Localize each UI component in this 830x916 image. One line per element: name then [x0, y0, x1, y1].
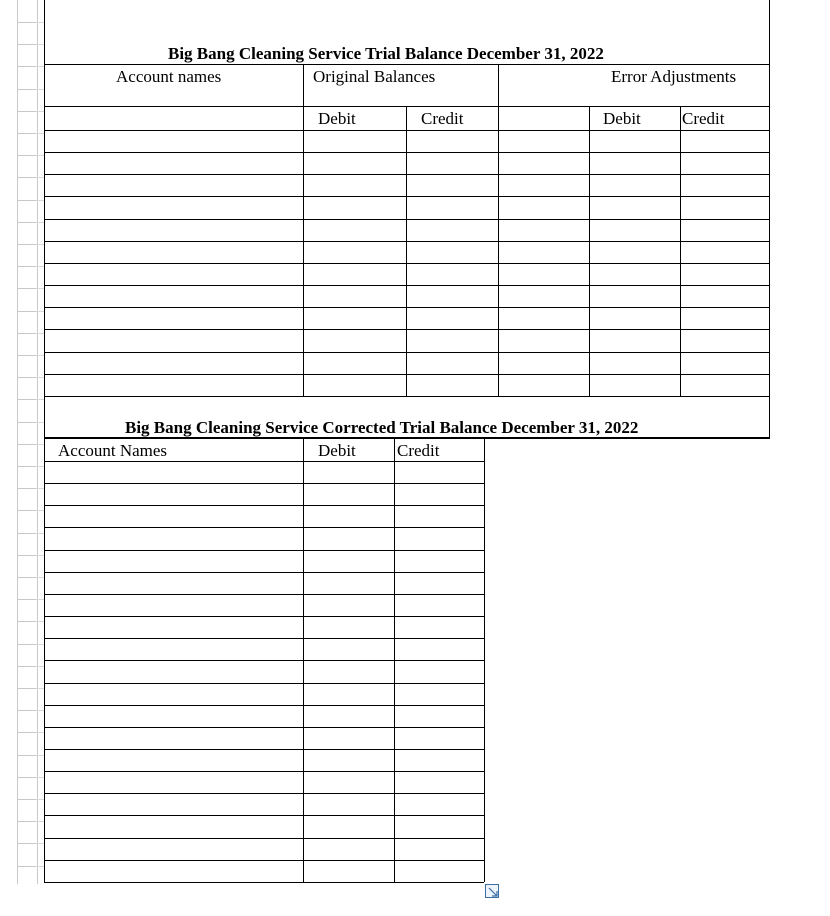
- row-header-tick: [17, 288, 36, 289]
- row-header-tick: [17, 266, 36, 267]
- row-header-tick-ext: [36, 555, 44, 556]
- row-header-tick-ext: [36, 288, 44, 289]
- table1-row-line: [44, 285, 770, 286]
- row-header-tick-ext: [36, 444, 44, 445]
- table1-row-line: [44, 152, 770, 153]
- table1-sub-debit-1: Debit: [318, 109, 356, 128]
- table1-row-line: [44, 374, 770, 375]
- row-header-tick: [17, 422, 36, 423]
- row-header-tick-ext: [36, 333, 44, 334]
- row-header-tick: [17, 843, 36, 844]
- table2-row-line: [44, 483, 484, 484]
- table1-row-line: [44, 174, 770, 175]
- row-header-tick: [17, 621, 36, 622]
- row-header-tick-ext: [36, 399, 44, 400]
- table1-sub-credit-1: Credit: [421, 109, 464, 128]
- table1-row-line: [44, 130, 770, 131]
- row-header-tick: [17, 444, 36, 445]
- row-header-tick: [17, 688, 36, 689]
- row-header-tick: [17, 377, 36, 378]
- row-header-tick-ext: [36, 244, 44, 245]
- row-header-tick: [17, 355, 36, 356]
- row-header-tick-ext: [36, 510, 44, 511]
- table1-row-line: [44, 329, 770, 330]
- table2-row-line: [44, 616, 484, 617]
- table1-header-top-line: [44, 64, 770, 65]
- row-header-tick-ext: [36, 311, 44, 312]
- table2-row-line: [44, 771, 484, 772]
- row-header-tick: [17, 533, 36, 534]
- table1-row-line: [44, 263, 770, 264]
- row-header-tick: [17, 644, 36, 645]
- row-header-tick: [17, 666, 36, 667]
- row-header-tick-ext: [36, 599, 44, 600]
- row-header-tick: [17, 44, 36, 45]
- table2-row-line: [44, 594, 484, 595]
- table2-row-line: [44, 638, 484, 639]
- row-header-tick: [17, 755, 36, 756]
- table2-row-line: [44, 527, 484, 528]
- row-header-tick: [17, 577, 36, 578]
- table1-row-line: [44, 307, 770, 308]
- row-header-tick: [17, 555, 36, 556]
- row-header-tick: [17, 599, 36, 600]
- row-header-tick-ext: [36, 644, 44, 645]
- table2-row-line: [44, 882, 484, 883]
- row-header-tick-ext: [36, 621, 44, 622]
- row-header-tick-ext: [36, 89, 44, 90]
- row-header-tick: [17, 133, 36, 134]
- row-header-tick-ext: [36, 466, 44, 467]
- table1-sub-credit-2: Credit: [682, 109, 725, 128]
- row-header-tick: [17, 244, 36, 245]
- row-header-tick-ext: [36, 533, 44, 534]
- resize-handle-icon[interactable]: [485, 884, 499, 898]
- row-header-tick: [17, 222, 36, 223]
- row-header-tick-ext: [36, 799, 44, 800]
- table2-col-debit: Debit: [318, 441, 356, 460]
- table2-row-line: [44, 838, 484, 839]
- row-header-tick: [17, 333, 36, 334]
- table2-top-line: [44, 438, 770, 439]
- row-header-tick-ext: [36, 710, 44, 711]
- row-header-tick-ext: [36, 266, 44, 267]
- row-header-tick-ext: [36, 66, 44, 67]
- table2-row-line: [44, 572, 484, 573]
- row-header-tick-ext: [36, 866, 44, 867]
- table2-row-line: [44, 660, 484, 661]
- table2-row-line: [44, 749, 484, 750]
- row-header-tick: [17, 200, 36, 201]
- table2-row-line: [44, 815, 484, 816]
- row-header-tick: [17, 89, 36, 90]
- table2-row-line: [44, 683, 484, 684]
- table2-row-line: [44, 793, 484, 794]
- table1-row-line: [44, 219, 770, 220]
- table1-bottom-line: [44, 396, 770, 397]
- table2-right-border: [484, 438, 485, 882]
- row-header-tick: [17, 22, 36, 23]
- table1-divider-account: [303, 64, 304, 396]
- row-header-tick-ext: [36, 200, 44, 201]
- table2-row-line: [44, 550, 484, 551]
- table2-title: Big Bang Cleaning Service Corrected Trial Balance December 31, 2022: [125, 418, 639, 437]
- row-header-tick: [17, 488, 36, 489]
- table1-sub-debit-2: Debit: [603, 109, 641, 128]
- row-header-tick-ext: [36, 422, 44, 423]
- table2-row-line: [44, 461, 484, 462]
- table1-row-line: [44, 196, 770, 197]
- row-header-tick-ext: [36, 488, 44, 489]
- table1-col-account: Account names: [116, 67, 222, 86]
- row-header-tick: [17, 799, 36, 800]
- row-header-tick-ext: [36, 732, 44, 733]
- row-header-tick: [17, 111, 36, 112]
- table1-row-line: [44, 352, 770, 353]
- row-header-tick-ext: [36, 177, 44, 178]
- row-header-tick: [17, 66, 36, 67]
- table2-col-account: Account Names: [58, 441, 168, 460]
- table2-row-line: [44, 505, 484, 506]
- table2-col-credit: Credit: [397, 441, 440, 460]
- row-header-tick: [17, 710, 36, 711]
- row-header-tick-ext: [36, 111, 44, 112]
- table1-divider-spacer: [498, 64, 499, 396]
- row-header-tick-ext: [36, 577, 44, 578]
- row-header-tick: [17, 732, 36, 733]
- row-header-tick-ext: [36, 821, 44, 822]
- row-header-tick-ext: [36, 377, 44, 378]
- row-header-tick-ext: [36, 666, 44, 667]
- row-header-tick-ext: [36, 222, 44, 223]
- row-header-tick-ext: [36, 133, 44, 134]
- row-header-tick-ext: [36, 843, 44, 844]
- table1-row-line: [44, 241, 770, 242]
- table2-row-line: [44, 860, 484, 861]
- row-header-tick-ext: [36, 155, 44, 156]
- row-header-tick-ext: [36, 44, 44, 45]
- table2-row-line: [44, 727, 484, 728]
- table1-col-original: Original Balances: [313, 67, 436, 86]
- row-header-tick: [17, 821, 36, 822]
- table2-row-line: [44, 705, 484, 706]
- table1-title: Big Bang Cleaning Service Trial Balance December 31, 2022: [168, 44, 604, 63]
- row-header-tick: [17, 155, 36, 156]
- row-header-tick-ext: [36, 355, 44, 356]
- row-header-tick-ext: [36, 688, 44, 689]
- row-header-tick: [17, 866, 36, 867]
- row-header-tick: [17, 466, 36, 467]
- table1-col-error: Error Adjustments: [611, 67, 737, 86]
- row-header-tick-ext: [36, 22, 44, 23]
- table1-subheader-line: [44, 106, 770, 107]
- row-header-tick: [17, 177, 36, 178]
- row-header-tick: [17, 510, 36, 511]
- row-header-tick: [17, 399, 36, 400]
- row-header-tick-ext: [36, 777, 44, 778]
- row-header-tick: [17, 311, 36, 312]
- row-header-tick: [17, 777, 36, 778]
- row-header-tick-ext: [36, 755, 44, 756]
